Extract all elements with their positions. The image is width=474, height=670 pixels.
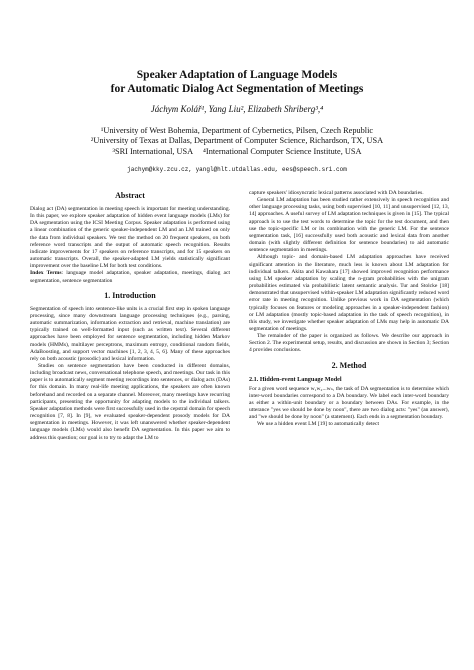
intro-paragraph-4: General LM adaptation has been studied rather extensively in speech recognition and other language processing tasks, using both supervised [10, 11] and unsupervised [12, 13, 14] approaches. A useful survey of LM adaptation techniques is given in [15]. The typical approach is to use the test words to determine the topic for the test document, and then use the topic-specific LM or its combination with the generic LM. For the sentence segmentation task, [16] successfully used both acoustic and lexical data from another domain (with slightly different definition for sentence boundaries) to aid automatic sentence segmentation in meetings. <box>249 197 449 254</box>
title-line-2: for Automatic Dialog Act Segmentation of Meetings <box>110 83 364 95</box>
index-terms-label: Index Terms <box>30 270 62 277</box>
intro-paragraph-1: Segmentation of speech into sentence-like units is a crucial first step in spoken language processing, since many downstream language processing techniques (e.g., parsing, automatic summarization, information extraction and retrieval, machine translation) are typically trained on well-formatted input (such as written text). Several different approaches have been employed for sentence segmentation, including hidden Markov models (HMMs), multilayer perceptrons, maximum entropy, conditional random fields, AdaBoosting, and support vector machines [1, 2, 3, 4, 5, 6]. Many of these approaches rely on both acoustic (prosodic) and lexical information. <box>30 305 230 362</box>
abstract-text: Dialog act (DA) segmentation in meeting speech is important for meeting understanding. In this paper, we explore speaker adaptation of hidden event language models (LMs) for DA segmentation using the ICSI Meeting Corpus. Speaker adaptation is performed using a linear combination of the generic speaker-independent LM and an LM trained on only the data from individual speakers. We test the method on 20 frequent speakers, on both reference word transcripts and the output of automatic speech recognition. Results indicate improvements for 17 speakers on reference transcripts, and for 15 speakers on automatic transcripts. Overall, the speaker-adapted LM yields statistically significant improvement over the baseline LM for both test conditions. <box>30 206 230 270</box>
left-column <box>30 191 230 442</box>
intro-paragraph-3: capture speakers' idiosyncratic lexical patterns associated with DA boundaries. <box>249 190 424 196</box>
method-paragraph-2: We use a hidden event LM [19] to automatically detect <box>257 421 380 428</box>
authors: Jáchym Kolář¹, Yang Liu², Elizabeth Shriberg³,⁴ <box>150 104 324 114</box>
abstract-heading: Abstract <box>115 191 145 200</box>
intro-paragraph-6: The remainder of the paper is organized as follows. We describe our approach in Section 2. The experimental setup, results, and discussion are shown in Section 3; Section 4 provides conclusions. <box>249 333 449 354</box>
right-column <box>249 190 449 429</box>
index-terms-text: : language model adaptation, speaker adaptation, meetings, dialog act segmentation, sentence segmentation <box>30 270 230 284</box>
paper-title <box>0 68 474 96</box>
title-line-1: Speaker Adaptation of Language Models <box>136 69 338 81</box>
affiliation-1: ¹University of West Bohemia, Department of Cybernetics, Pilsen, Czech Republic <box>100 126 374 135</box>
method-paragraph-1: For a given word sequence w₁w₂...wₙ, the task of DA segmentation is to determine which inter-word boundaries correspond to a DA boundary. We label each inter-word boundary as either a within-unit boundary or a boundary between DAs. For example, in the utterance "yes we should be done by noon", there are two dialog acts: "yes" (an answer), and "we should be done by noon" (a statement). Each ends in a segmentation boundary. <box>249 385 449 421</box>
section-1-heading: 1. Introduction <box>104 290 156 300</box>
affiliation-2: ²University of Texas at Dallas, Department of Computer Science, Richardson, TX, USA <box>90 136 384 146</box>
intro-paragraph-2: Studies on sentence segmentation have been conducted in different domains, including broadcast news, conversational telephone speech, and meetings. Our task in this paper is to automatically segment meeting recordings into sentences, or dialog acts (DAs) for this domain. In many real-life meeting applications, the speakers are often known beforehand and recorded on a separate channel. Moreover, many meetings have recurring participants, presenting the opportunity for adapting models to the individual talkers. Speaker adaptation methods were first successfully used in the cepstral domain for speech recognition [7, 8]. In [9], we evaluated speaker-dependent prosody models for DA segmentation in meetings. However, it was left unanswered whether speaker-dependent language models (LMs) would also benefit DA segmentation. In this paper we aim to address this question; our goal is to try to adapt the LM to <box>30 362 230 441</box>
affiliation-3: ³SRI International, USA ⁴International Computer Science Institute, USA <box>112 146 362 156</box>
emails: jachym@kky.zcu.cz, yangl@hlt.utdallas.edu, ees@speech.sri.com <box>127 166 347 173</box>
affiliations <box>0 126 474 157</box>
index-terms <box>30 270 230 284</box>
intro-paragraph-5: Although topic- and domain-based LM adaptation approaches have received significant attention in the literature, much less is known about LM adaptation for individual talkers. Akita and Kawahara [17] showed improved recognition performance using LM speaker adaptation by scaling the n-gram probabilities with the unigram probabilities estimated via probabilistic latent semantic analysis. Tur and Stolcke [18] demonstrated that unsupervised within-speaker LM adaptation significantly reduced word error rate in meeting recognition. Unlike previous work in DA segmentation (which typically focuses on features or modeling approaches in a speaker-independent fashion) or LM adaptation (mostly topic-based adaptation in the task of speech recognition), in this study, we investigate whether speaker adaptation of LMs may help in automatic DA segmentation of meetings. <box>249 254 449 332</box>
section-2-heading: 2. Method <box>331 360 367 370</box>
subsection-2-1-heading: 2.1. Hidden-event Language Model <box>249 375 342 383</box>
